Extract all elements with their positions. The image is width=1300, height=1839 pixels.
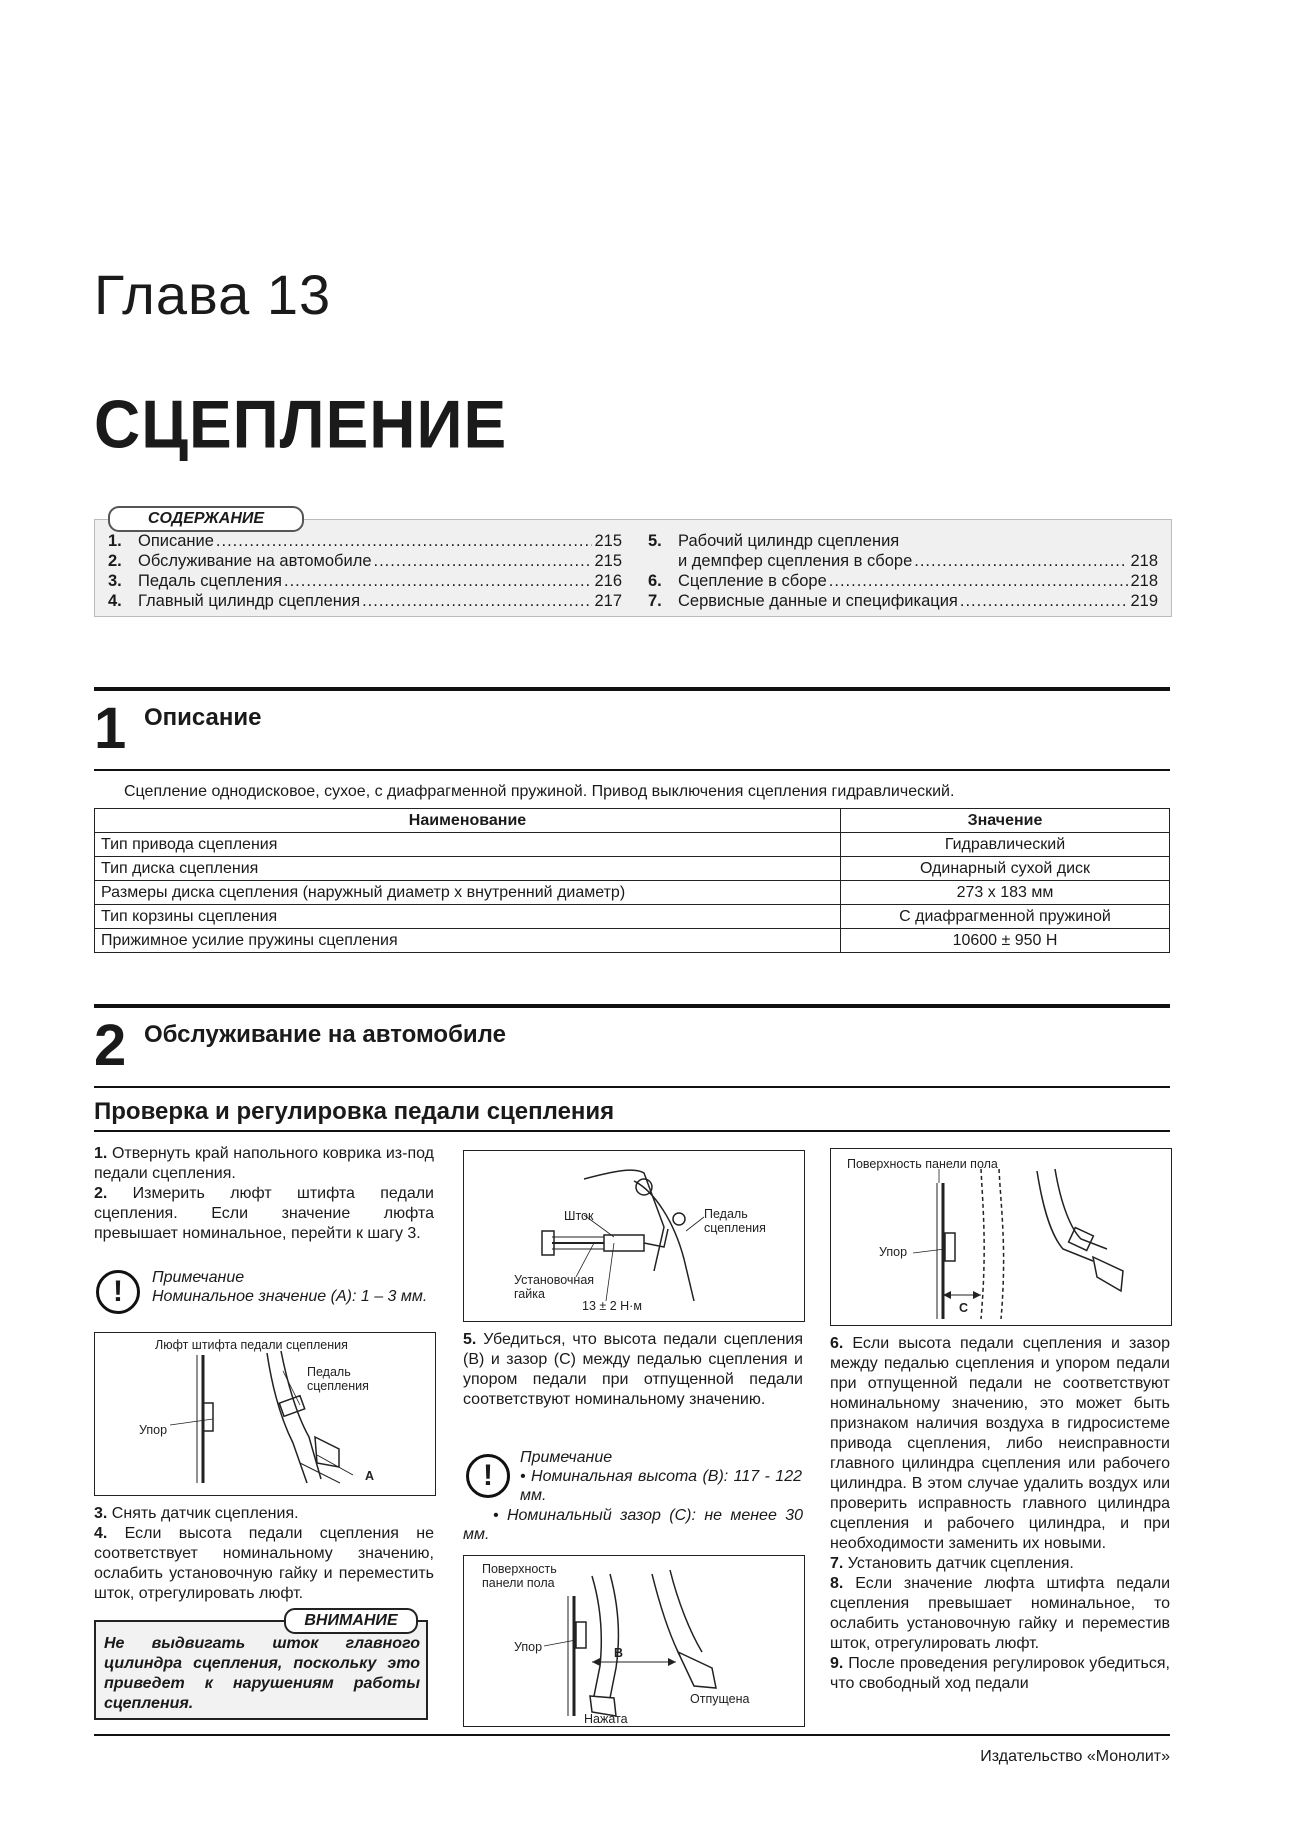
figure-label: Шток <box>564 1209 594 1223</box>
figure-label: B <box>614 1646 624 1660</box>
figure-pedal-play <box>94 1332 436 1496</box>
section-number: 2 <box>94 1013 127 1078</box>
table-row <box>95 905 1170 929</box>
pedal-play-drawing <box>95 1333 435 1495</box>
step: 2. Измерить люфт штифта педали сцепления. Если значение люфта превышает номинальное, перейти к шагу 3. <box>94 1185 434 1242</box>
toc-item[interactable]: 3. Педаль сцепления ..... 216 <box>108 571 622 591</box>
note-title: Примечание <box>520 1449 613 1466</box>
table-row <box>95 857 1170 881</box>
figure-label: Педаль сцепления <box>704 1207 766 1235</box>
table-cell: 273 x 183 мм <box>841 881 1170 905</box>
table-row <box>95 881 1170 905</box>
step: 7. Установить датчик сцепления. <box>830 1555 1074 1572</box>
figure-pedal-clearance <box>830 1148 1172 1326</box>
subsection-title: Проверка и регулировка педали сцепления <box>94 1098 615 1125</box>
steps-3-4 <box>94 1504 434 1604</box>
figure-label: Отпущена <box>690 1692 750 1706</box>
table-header-row <box>95 809 1170 833</box>
spec-table <box>94 808 1170 953</box>
figure-label: Поверхность панели пола <box>847 1157 998 1171</box>
footer-rule <box>94 1734 1170 1736</box>
table-header: Наименование <box>95 809 841 833</box>
note-icon: ! <box>466 1454 510 1498</box>
table-cell: Прижимное усилие пружины сцепления <box>95 929 841 953</box>
table-cell: Гидравлический <box>841 833 1170 857</box>
toc-right <box>648 531 1158 611</box>
table-cell: Тип корзины сцепления <box>95 905 841 929</box>
step: 9. После проведения регулировок убедиться, что свободный ход педали <box>830 1655 1170 1692</box>
figure-label: A <box>365 1469 375 1483</box>
section-rule <box>94 687 1170 691</box>
table-row <box>95 929 1170 953</box>
figure-label: Нажата <box>584 1712 628 1726</box>
toc-item[interactable]: 6. Сцепление в сборе ..... 218 <box>648 571 1158 591</box>
table-cell: Тип привода сцепления <box>95 833 841 857</box>
warning-text: Не выдвигать шток главного цилиндра сцепления, поскольку это приведет к нарушениям работы сцепления. <box>104 1635 420 1712</box>
section-rule <box>94 1004 1170 1008</box>
toc-left <box>108 531 622 611</box>
toc-item[interactable]: 5. Рабочий цилиндр сцепления <box>648 532 900 550</box>
figure-label: Люфт штифта педали сцепления <box>155 1338 348 1352</box>
figure-label: Упор <box>514 1640 543 1654</box>
note <box>520 1448 802 1505</box>
step: 8. Если значение люфта штифта педали сцепления превышает номинальное, то ослабить установочную гайку и переместив шток, отрегулировать люфт. <box>830 1575 1171 1652</box>
toc-item[interactable]: 4. Главный цилиндр сцепления ..... 217 <box>108 591 622 611</box>
steps-6-9 <box>830 1334 1170 1694</box>
pedal-clearance-drawing <box>831 1149 1171 1325</box>
table-cell: Тип диска сцепления <box>95 857 841 881</box>
table-cell: Одинарный сухой диск <box>841 857 1170 881</box>
section-title: Описание <box>144 704 262 731</box>
table-header: Значение <box>841 809 1170 833</box>
figure-label: Упор <box>879 1245 908 1259</box>
chapter-label: Глава 13 <box>94 263 332 326</box>
step: 1. Отвернуть край напольного коврика из-под педали сцепления. <box>94 1145 435 1182</box>
figure-label: Упор <box>139 1423 168 1437</box>
toc-item[interactable]: 1. Описание ..... 215 <box>108 531 622 551</box>
toc-item[interactable]: и демпфер сцепления в сборе ..... 218 <box>648 551 1158 571</box>
step-5: 5. Убедиться, что высота педали сцепления (B) и зазор (C) между педалью сцепления и упором педали при отпущенной педали соответствуют номинальному значению. <box>463 1331 804 1408</box>
steps-1-2 <box>94 1144 434 1244</box>
figure-pedal-rod <box>463 1150 805 1322</box>
note-text: • Номинальная высота (B): 117 - 122 мм. <box>520 1468 802 1504</box>
note-title: Примечание <box>152 1269 245 1286</box>
table-cell: С диафрагменной пружиной <box>841 905 1170 929</box>
section-title: Обслуживание на автомобиле <box>144 1021 506 1048</box>
section-rule <box>94 769 1170 771</box>
table-cell: 10600 ± 950 Н <box>841 929 1170 953</box>
table-cell: Размеры диска сцепления (наружный диаметр x внутренний диаметр) <box>95 881 841 905</box>
note-text-2: • Номинальный зазор (C): не менее 30 мм. <box>463 1507 803 1543</box>
note <box>152 1268 432 1306</box>
figure-pedal-height <box>463 1555 805 1727</box>
figure-label: Установочная гайка <box>514 1273 595 1301</box>
toc-item[interactable]: 2. Обслуживание на автомобиле ..... 215 <box>108 551 622 571</box>
step: 6. Если высота педали сцепления и зазор между педалью сцепления и упором педали при отпущенной педали не соответствуют номинальному значению, это может быть признаком наличия воздуха в гидросистеме привода сцепления, либо неисправности главного цилиндра сцепления или рабочего цилиндра. В этом случае удалить воздух или проверить исправность главного цилиндра сцепления и рабочего цилиндра, и при необходимости заменить их новыми. <box>830 1335 1170 1552</box>
section-number: 1 <box>94 696 127 761</box>
section-rule <box>94 1086 1170 1088</box>
page-title: СЦЕПЛЕНИЕ <box>94 386 508 463</box>
note-text: Номинальное значение (A): 1 – 3 мм. <box>152 1288 428 1305</box>
figure-label: Педаль сцепления <box>307 1365 369 1393</box>
figure-label: Поверхность панели пола <box>482 1562 557 1590</box>
publisher-footer: Издательство «Монолит» <box>980 1748 1170 1765</box>
note-icon: ! <box>96 1270 140 1314</box>
toc-label: СОДЕРЖАНИЕ <box>108 506 304 532</box>
step: 4. Если высота педали сцепления не соответствует номинальному значению, ослабить установочную гайку и переместить шток, отрегулировать люфт. <box>94 1525 434 1602</box>
figure-label: 13 ± 2 Н·м <box>582 1299 642 1313</box>
table-row <box>95 833 1170 857</box>
subsection-rule <box>94 1130 1170 1132</box>
step: 3. Снять датчик сцепления. <box>94 1505 299 1522</box>
section-intro: Сцепление однодисковое, сухое, с диафрагменной пружиной. Привод выключения сцепления гидравлический. <box>124 783 955 800</box>
toc-item[interactable]: 7. Сервисные данные и спецификация ..... 219 <box>648 591 1158 611</box>
warning-label: ВНИМАНИЕ <box>284 1608 418 1634</box>
figure-label: C <box>959 1301 969 1315</box>
